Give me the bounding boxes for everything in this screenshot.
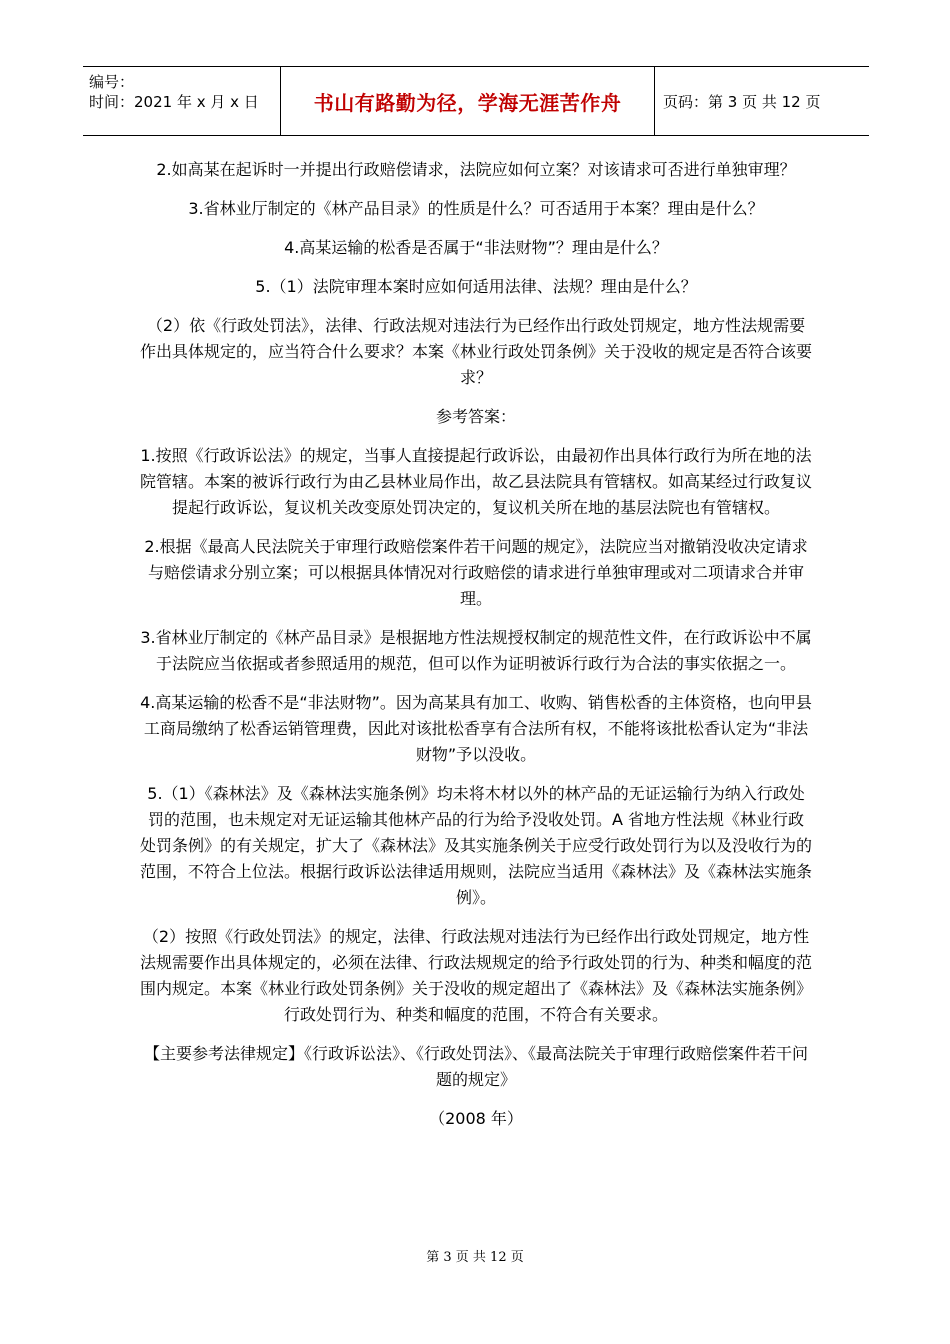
header-motto: 书山有路勤为径，学海无涯苦作舟 (281, 67, 655, 135)
paragraph-a2: 2.根据《最高人民法院关于审理行政赔偿案件若干问题的规定》，法院应当对撤销没收决定请求与赔偿请求分别立案；可以根据具体情况对行政赔偿的请求进行单独审理或对二项请求合并审理。 (144, 537, 808, 608)
paragraph-q3: 3.省林业厅制定的《林产品目录》的性质是什么？可否适用于本案？理由是什么？ (188, 199, 764, 218)
paragraph-q4: 4.高某运输的松香是否属于“非法财物”？理由是什么？ (284, 238, 668, 257)
paragraph-a5-2: （2）按照《行政处罚法》的规定，法律、行政法规对违法行为已经作出行政处罚规定，地方性法规需要作出具体规定的，必须在法律、行政法规规定的给予行政处罚的行为、种类和幅度的范围内规定。本案《林业行政处罚条例》关于没收的规定超出了《森林法》及《森林法实施条例》行政处罚行为、种类和幅度的范围，不符合有关要求。 (140, 927, 813, 1024)
header-date: 时间：2021 年 x 月 x 日 (89, 93, 259, 111)
paragraph-a3: 3.省林业厅制定的《林产品目录》是根据地方性法规授权制定的规范性文件，在行政诉讼中不属于法院应当依据或者参照适用的规范，但可以作为证明被诉行政行为合法的事实依据之一。 (140, 628, 812, 673)
answer-heading: 参考答案： (435, 407, 516, 426)
paragraph-q5-1: 5.（1）法院审理本案时应如何适用法律、法规？理由是什么？ (255, 277, 697, 296)
page-footer: 第 3 页 共 12 页 (426, 1250, 524, 1265)
paragraph-q5-2: （2）依《行政处罚法》，法律、行政法规对违法行为已经作出行政处罚规定，地方性法规需要作出具体规定的，应当符合什么要求？本案《林业行政处罚条例》关于没收的规定是否符合该要求？ (140, 316, 813, 387)
paragraph-a1: 1.按照《行政诉讼法》的规定，当事人直接提起行政诉讼，由最初作出具体行政行为所在地的法院管辖。本案的被诉行政行为由乙县林业局作出，故乙县法院具有管辖权。如高某经过行政复议提起行政诉讼，复议机关改变原处罚决定的，复议机关所在地的基层法院也有管辖权。 (140, 446, 813, 517)
header-number: 编号： (89, 73, 135, 91)
document-body (140, 157, 812, 1145)
paragraph-q2: 2.如高某在起诉时一并提出行政赔偿请求，法院应如何立案？对该请求可否进行单独审理？ (156, 160, 796, 179)
paragraph-a4: 4.高某运输的松香不是“非法财物”。因为高某具有加工、收购、销售松香的主体资格，也向甲县工商局缴纳了松香运销管理费，因此对该批松香享有合法所有权，不能将该批松香认定为“非法财物”予以没收。 (140, 693, 812, 764)
paragraph-a5-1: 5.（1）《森林法》及《森林法实施条例》均未将木材以外的林产品的无证运输行为纳入行政处罚的范围，也未规定对无证运输其他林产品的行为给予没收处罚。A 省地方性法规《林业行政处罚条例》的有关规定，扩大了《森林法》及其实施条例关于应受行政处罚行为以及没收行为的范围，不符合上位法。根据行政诉讼法律适用规则，法院应当适用《森林法》及《森林法实施条例》。 (140, 784, 813, 907)
header-meta (83, 67, 281, 135)
page-header (83, 66, 869, 136)
paragraph-references: 【主要参考法律规定】《行政诉讼法》、《行政处罚法》、《最高法院关于审理行政赔偿案件若干问题的规定》 (143, 1044, 808, 1089)
paragraph-year: （2008 年） (429, 1109, 523, 1128)
header-page-number: 页码：第 3 页 共 12 页 (663, 92, 821, 111)
